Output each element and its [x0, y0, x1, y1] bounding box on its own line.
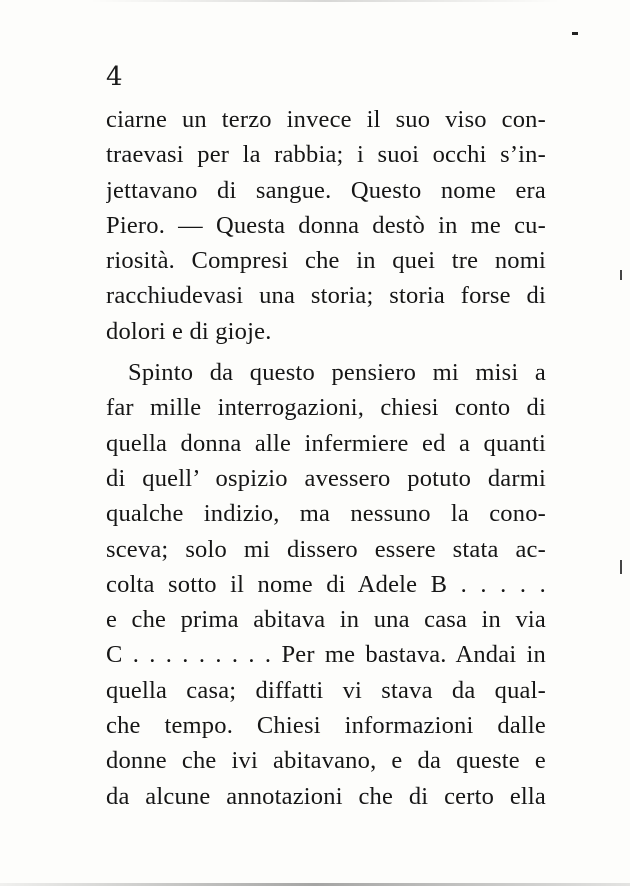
scan-mark: [572, 32, 578, 35]
text-line: che tempo. Chiesi informazioni dalle: [106, 712, 546, 740]
text-line: quella donna alle infermiere ed a quanti: [106, 429, 546, 457]
scan-mark: [620, 270, 622, 280]
body-text: [106, 102, 546, 814]
text-line: riosità. Compresi che in quei tre nomi: [106, 247, 546, 275]
scan-mark: [620, 560, 622, 574]
text-line: colta sotto il nome di Adele B . . . . .: [106, 570, 546, 598]
text-line: Spinto da questo pensiero mi misi a: [128, 359, 546, 387]
text-line: sceva; solo mi dissero essere stata ac-: [106, 535, 546, 563]
page-number: 4: [106, 62, 123, 92]
text-line: di quell’ ospizio avessero potuto darmi: [106, 464, 546, 492]
text-line: racchiudevasi una storia; storia forse di: [106, 282, 546, 310]
text-line: qualche indizio, ma nessuno la cono-: [106, 500, 546, 528]
text-line: ciarne un terzo invece il suo viso con-: [106, 106, 546, 133]
text-line: traevasi per la rabbia; i suoi occhi s’in-: [106, 141, 546, 169]
text-line: donne che ivi abitavano, e da queste e: [106, 747, 546, 775]
text-line: C . . . . . . . . . Per me bastava. Andai in: [106, 641, 546, 669]
text-line: far mille interrogazioni, chiesi conto di: [106, 394, 546, 422]
text-line: jettavano di sangue. Questo nome era: [106, 176, 546, 204]
scan-edge-top: [90, 0, 560, 2]
text-line: dolori e di gioje.: [106, 317, 272, 345]
text-line: da alcune annotazioni che di certo ella: [106, 782, 546, 810]
text-line: Piero. — Questa donna destò in me cu-: [106, 211, 546, 239]
text-line: quella casa; diffatti vi stava da qual-: [106, 676, 546, 704]
text-line: e che prima abitava in una casa in via: [106, 606, 546, 634]
